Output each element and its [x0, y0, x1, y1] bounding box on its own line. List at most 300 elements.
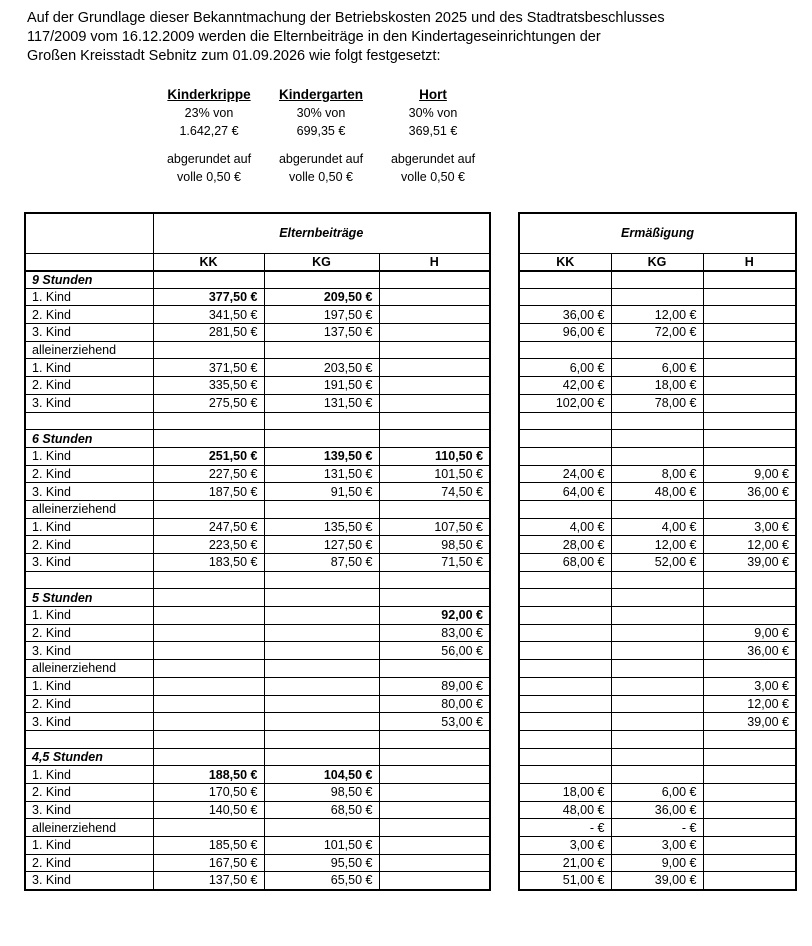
row-label: 1. Kind [25, 837, 153, 855]
reduction-cell: 52,00 € [611, 554, 703, 572]
table-row [25, 341, 490, 359]
reduction-cell [519, 341, 611, 359]
row-label: 1. Kind [25, 677, 153, 695]
value-cell [379, 412, 490, 430]
value-cell [379, 324, 490, 342]
reduction-cell: 3,00 € [703, 518, 796, 536]
value-cell [153, 677, 264, 695]
reduction-cell: 12,00 € [611, 536, 703, 554]
value-cell [379, 819, 490, 837]
value-cell [264, 748, 379, 766]
value-cell [379, 854, 490, 872]
reduction-cell [703, 394, 796, 412]
reduction-cell: 24,00 € [519, 465, 611, 483]
reduction-cell: 12,00 € [703, 536, 796, 554]
value-cell [379, 801, 490, 819]
value-cell: 341,50 € [153, 306, 264, 324]
reduction-cell: 48,00 € [519, 801, 611, 819]
reduction-cell: 9,00 € [703, 465, 796, 483]
reduction-cell [703, 430, 796, 448]
value-cell: 101,50 € [379, 465, 490, 483]
elternbeitraege-title: Elternbeiträge [153, 213, 490, 253]
rate-title: Kinderkrippe [167, 87, 251, 102]
reduction-cell [703, 412, 796, 430]
value-cell: 71,50 € [379, 554, 490, 572]
table-row [25, 837, 490, 855]
elternbeitraege-table [24, 212, 491, 891]
value-cell [153, 607, 264, 625]
col-header-h: H [379, 253, 490, 271]
value-cell: 227,50 € [153, 465, 264, 483]
table-row [519, 677, 796, 695]
value-cell: 65,50 € [264, 872, 379, 890]
rate-hort [378, 86, 488, 186]
value-cell: 135,50 € [264, 518, 379, 536]
table-row [519, 500, 796, 518]
reduction-cell [703, 872, 796, 890]
reduction-cell [519, 447, 611, 465]
reduction-cell [703, 854, 796, 872]
value-cell: 247,50 € [153, 518, 264, 536]
value-cell [153, 589, 264, 607]
value-cell: 281,50 € [153, 324, 264, 342]
reduction-cell: 6,00 € [611, 359, 703, 377]
row-label: 2. Kind [25, 377, 153, 395]
value-cell [379, 394, 490, 412]
reduction-cell [703, 766, 796, 784]
table-row [519, 377, 796, 395]
value-cell [264, 500, 379, 518]
reduction-cell [703, 660, 796, 678]
rate-percent: 23% von [184, 106, 234, 120]
table-row [519, 713, 796, 731]
reduction-cell: 3,00 € [703, 677, 796, 695]
rate-kindergarten [266, 86, 376, 186]
table-row [25, 642, 490, 660]
reduction-cell [703, 801, 796, 819]
row-label: 3. Kind [25, 483, 153, 501]
value-cell: 98,50 € [264, 783, 379, 801]
col-header-kk: KK [153, 253, 264, 271]
value-cell [264, 571, 379, 589]
table-row [519, 819, 796, 837]
reduction-cell [611, 571, 703, 589]
value-cell: 110,50 € [379, 447, 490, 465]
value-cell [153, 819, 264, 837]
reduction-cell [703, 359, 796, 377]
table-row [25, 872, 490, 890]
value-cell: 371,50 € [153, 359, 264, 377]
table-row [519, 837, 796, 855]
reduction-cell: 39,00 € [703, 554, 796, 572]
reduction-cell [519, 660, 611, 678]
reduction-cell [519, 713, 611, 731]
section-label: 4,5 Stunden [25, 748, 153, 766]
row-label: 3. Kind [25, 554, 153, 572]
reduction-cell [703, 571, 796, 589]
intro-line: Auf der Grundlage dieser Bekanntmachung der Betriebskosten 2025 und des Stadtratsbeschlusses [27, 10, 665, 26]
rate-title: Kindergarten [278, 87, 363, 102]
value-cell: 98,50 € [379, 536, 490, 554]
value-cell [264, 660, 379, 678]
value-cell [264, 607, 379, 625]
reduction-cell [611, 500, 703, 518]
table-row [519, 801, 796, 819]
table-row [519, 483, 796, 501]
table-row [25, 500, 490, 518]
reduction-cell [519, 748, 611, 766]
reduction-cell: 6,00 € [611, 783, 703, 801]
reduction-cell: 78,00 € [611, 394, 703, 412]
value-cell [379, 748, 490, 766]
table-row [519, 660, 796, 678]
value-cell: 74,50 € [379, 483, 490, 501]
reduction-cell [703, 589, 796, 607]
reduction-cell [611, 677, 703, 695]
table-row [519, 571, 796, 589]
table-row [519, 624, 796, 642]
table-row [25, 271, 490, 289]
value-cell: 80,00 € [379, 695, 490, 713]
rate-round: abgerundet auf [166, 152, 252, 166]
reduction-cell: - € [611, 819, 703, 837]
table-row [519, 359, 796, 377]
reduction-cell: 64,00 € [519, 483, 611, 501]
value-cell: 251,50 € [153, 447, 264, 465]
reduction-cell [611, 624, 703, 642]
col-header-kg: KG [264, 253, 379, 271]
value-cell: 137,50 € [264, 324, 379, 342]
rate-round: volle 0,50 € [177, 170, 241, 184]
value-cell [379, 730, 490, 748]
row-label: alleinerziehend [25, 500, 153, 518]
section-label: 9 Stunden [25, 271, 153, 289]
row-label: 2. Kind [25, 624, 153, 642]
rate-round: volle 0,50 € [401, 170, 465, 184]
row-label [25, 730, 153, 748]
row-label: 1. Kind [25, 518, 153, 536]
table-row [519, 394, 796, 412]
table-row [519, 341, 796, 359]
reduction-cell [519, 695, 611, 713]
table-row [519, 518, 796, 536]
value-cell [264, 271, 379, 289]
reduction-cell: 102,00 € [519, 394, 611, 412]
reduction-cell [703, 271, 796, 289]
table-row [25, 624, 490, 642]
reduction-cell: 18,00 € [611, 377, 703, 395]
value-cell: 92,00 € [379, 607, 490, 625]
table-row [25, 430, 490, 448]
value-cell [379, 783, 490, 801]
intro-text [27, 9, 787, 66]
col-header-kg: KG [611, 253, 703, 271]
reduction-cell [611, 607, 703, 625]
row-label: 3. Kind [25, 642, 153, 660]
table-row [25, 306, 490, 324]
table-row [519, 447, 796, 465]
reduction-cell [519, 288, 611, 306]
value-cell [153, 642, 264, 660]
value-cell [379, 837, 490, 855]
reduction-cell [611, 412, 703, 430]
reduction-cell: 51,00 € [519, 872, 611, 890]
corner-cell [25, 213, 153, 253]
value-cell [264, 695, 379, 713]
value-cell: 131,50 € [264, 394, 379, 412]
table-row [25, 801, 490, 819]
value-cell: 83,00 € [379, 624, 490, 642]
table-row [519, 748, 796, 766]
reduction-cell [611, 341, 703, 359]
value-cell [379, 430, 490, 448]
reduction-cell [703, 748, 796, 766]
reduction-cell [703, 306, 796, 324]
row-label: 2. Kind [25, 783, 153, 801]
row-label: alleinerziehend [25, 819, 153, 837]
value-cell: 131,50 € [264, 465, 379, 483]
intro-line: 117/2009 vom 16.12.2009 werden die Elternbeiträge in den Kindertageseinrichtungen der [27, 29, 601, 45]
col-header-kk: KK [519, 253, 611, 271]
reduction-cell: 36,00 € [519, 306, 611, 324]
rate-round: abgerundet auf [390, 152, 476, 166]
reduction-cell: 12,00 € [611, 306, 703, 324]
value-cell [153, 412, 264, 430]
row-label: 3. Kind [25, 324, 153, 342]
value-cell [153, 571, 264, 589]
value-cell [153, 713, 264, 731]
table-row [25, 589, 490, 607]
row-label: 2. Kind [25, 465, 153, 483]
rate-base: 699,35 € [296, 124, 346, 138]
reduction-cell [519, 412, 611, 430]
rate-title: Hort [419, 87, 447, 102]
table-row [25, 394, 490, 412]
value-cell: 197,50 € [264, 306, 379, 324]
table-row [519, 730, 796, 748]
value-cell [153, 341, 264, 359]
rate-base: 1.642,27 € [179, 124, 239, 138]
value-cell: 167,50 € [153, 854, 264, 872]
row-label: 1. Kind [25, 447, 153, 465]
ermaessigung-title: Ermäßigung [519, 213, 796, 253]
rate-summary [0, 86, 812, 196]
reduction-cell: 36,00 € [703, 642, 796, 660]
reduction-cell [611, 589, 703, 607]
table-row [25, 288, 490, 306]
row-label: 2. Kind [25, 536, 153, 554]
table-row [25, 607, 490, 625]
section-label: 5 Stunden [25, 589, 153, 607]
value-cell [153, 500, 264, 518]
reduction-cell [703, 377, 796, 395]
table-row [25, 819, 490, 837]
reduction-cell: 48,00 € [611, 483, 703, 501]
table-row [25, 783, 490, 801]
reduction-cell: 36,00 € [703, 483, 796, 501]
row-label: alleinerziehend [25, 660, 153, 678]
value-cell: 188,50 € [153, 766, 264, 784]
table-row [519, 783, 796, 801]
reduction-cell: 9,00 € [611, 854, 703, 872]
value-cell: 56,00 € [379, 642, 490, 660]
value-cell [153, 660, 264, 678]
table-row [519, 872, 796, 890]
value-cell: 89,00 € [379, 677, 490, 695]
value-cell [379, 359, 490, 377]
value-cell [379, 589, 490, 607]
row-label [25, 571, 153, 589]
value-cell [264, 677, 379, 695]
reduction-cell: 96,00 € [519, 324, 611, 342]
reduction-cell [611, 730, 703, 748]
value-cell: 87,50 € [264, 554, 379, 572]
reduction-cell [611, 288, 703, 306]
table-row [519, 536, 796, 554]
table-row [25, 324, 490, 342]
row-label: 1. Kind [25, 288, 153, 306]
reduction-cell: 6,00 € [519, 359, 611, 377]
value-cell [153, 624, 264, 642]
table-row [519, 430, 796, 448]
rate-round: abgerundet auf [278, 152, 364, 166]
value-cell [379, 341, 490, 359]
reduction-cell [611, 642, 703, 660]
value-cell: 191,50 € [264, 377, 379, 395]
reduction-cell [519, 589, 611, 607]
row-label: alleinerziehend [25, 341, 153, 359]
table-row [25, 695, 490, 713]
value-cell [379, 571, 490, 589]
value-cell [153, 695, 264, 713]
table-row [25, 447, 490, 465]
table-row [519, 589, 796, 607]
row-label: 3. Kind [25, 801, 153, 819]
value-cell [264, 713, 379, 731]
table-row [25, 660, 490, 678]
rate-base: 369,51 € [408, 124, 458, 138]
table-row [25, 677, 490, 695]
value-cell: 377,50 € [153, 288, 264, 306]
reduction-cell [519, 571, 611, 589]
value-cell: 335,50 € [153, 377, 264, 395]
reduction-cell: 39,00 € [611, 872, 703, 890]
reduction-cell: 68,00 € [519, 554, 611, 572]
value-cell [379, 660, 490, 678]
reduction-cell: 3,00 € [519, 837, 611, 855]
value-cell [264, 730, 379, 748]
value-cell: 127,50 € [264, 536, 379, 554]
reduction-cell: 42,00 € [519, 377, 611, 395]
value-cell: 101,50 € [264, 837, 379, 855]
row-label: 2. Kind [25, 854, 153, 872]
reduction-cell: 21,00 € [519, 854, 611, 872]
reduction-cell: 72,00 € [611, 324, 703, 342]
reduction-cell: 39,00 € [703, 713, 796, 731]
table-row [519, 607, 796, 625]
table-row [25, 359, 490, 377]
table-row [25, 518, 490, 536]
table-row [519, 412, 796, 430]
col-header-h: H [703, 253, 796, 271]
reduction-cell [703, 783, 796, 801]
reduction-cell: 28,00 € [519, 536, 611, 554]
value-cell: 183,50 € [153, 554, 264, 572]
reduction-cell: 4,00 € [611, 518, 703, 536]
row-label: 1. Kind [25, 607, 153, 625]
value-cell: 203,50 € [264, 359, 379, 377]
table-row [25, 483, 490, 501]
table-row [519, 465, 796, 483]
value-cell: 170,50 € [153, 783, 264, 801]
row-label: 2. Kind [25, 695, 153, 713]
table-row [25, 766, 490, 784]
value-cell: 137,50 € [153, 872, 264, 890]
reduction-cell [703, 819, 796, 837]
value-cell: 53,00 € [379, 713, 490, 731]
table-row [25, 465, 490, 483]
reduction-cell [611, 271, 703, 289]
table-row [519, 766, 796, 784]
table-row [519, 324, 796, 342]
reduction-cell [611, 695, 703, 713]
reduction-cell [611, 766, 703, 784]
value-cell [264, 341, 379, 359]
value-cell: 68,50 € [264, 801, 379, 819]
table-row [519, 854, 796, 872]
row-label: 2. Kind [25, 306, 153, 324]
table-row [25, 554, 490, 572]
reduction-cell [519, 642, 611, 660]
reduction-cell: - € [519, 819, 611, 837]
reduction-cell [611, 430, 703, 448]
value-cell: 209,50 € [264, 288, 379, 306]
row-label: 1. Kind [25, 766, 153, 784]
reduction-cell [703, 288, 796, 306]
table-row [25, 377, 490, 395]
value-cell: 185,50 € [153, 837, 264, 855]
row-label [25, 412, 153, 430]
table-row [519, 288, 796, 306]
value-cell [264, 642, 379, 660]
reduction-cell [519, 730, 611, 748]
reduction-cell [703, 341, 796, 359]
reduction-cell [519, 624, 611, 642]
corner-cell [25, 253, 153, 271]
reduction-cell [519, 677, 611, 695]
value-cell: 275,50 € [153, 394, 264, 412]
reduction-cell [703, 447, 796, 465]
ermaessigung-table [518, 212, 797, 891]
reduction-cell [703, 607, 796, 625]
value-cell [379, 377, 490, 395]
reduction-cell [703, 730, 796, 748]
value-cell: 91,50 € [264, 483, 379, 501]
table-row [25, 854, 490, 872]
row-label: 3. Kind [25, 394, 153, 412]
reduction-cell [519, 430, 611, 448]
table-row [25, 748, 490, 766]
row-label: 1. Kind [25, 359, 153, 377]
row-label: 3. Kind [25, 713, 153, 731]
reduction-cell [611, 660, 703, 678]
table-row [25, 571, 490, 589]
table-row [519, 554, 796, 572]
reduction-cell [703, 837, 796, 855]
value-cell [264, 412, 379, 430]
table-row [519, 306, 796, 324]
reduction-cell: 12,00 € [703, 695, 796, 713]
